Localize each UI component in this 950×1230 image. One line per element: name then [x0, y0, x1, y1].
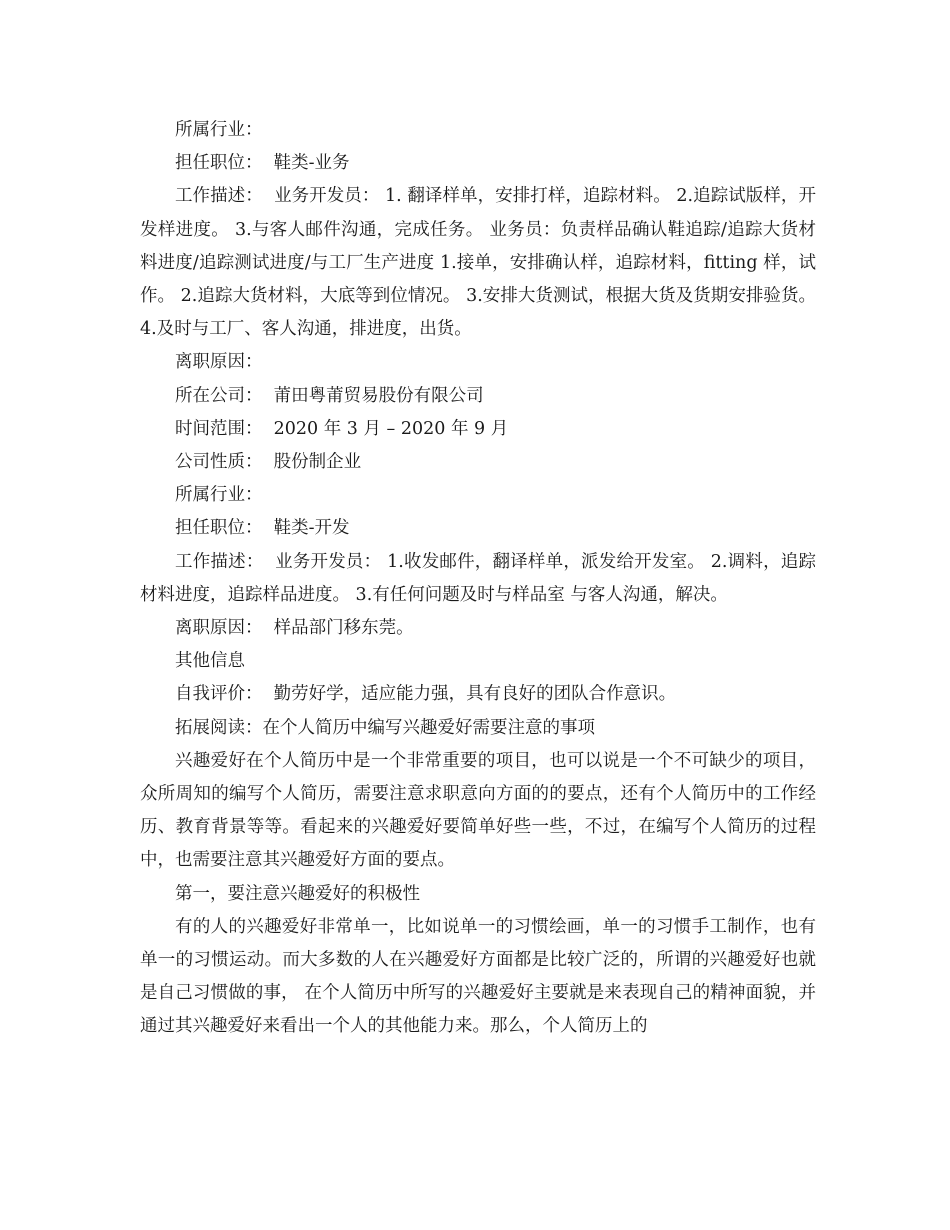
section-heading-extended-reading: 拓展阅读：在个人简历中编写兴趣爱好需要注意的事项 [175, 717, 595, 738]
field-label: 离职原因： [175, 618, 263, 639]
field-label: 自我评价： [175, 684, 263, 705]
field-label: 时间范围： [175, 418, 263, 439]
field-label: 离职原因： [175, 352, 263, 373]
paragraph-self-evaluation [140, 678, 816, 711]
body-paragraph-intro: 兴趣爱好在个人简历中是一个非常重要的项目，也可以说是一个不可缺少的项目，众所周知的编写个人简历，需要注意求职意向方面的的要点，还有个人简历中的工作经历、教育背景等等。看起来的兴趣爱好要简单好些一些，不过，在编写个人简历的过程中，也需要注意其兴趣爱好方面的要点。 [140, 750, 816, 871]
field-value: 业务开发员： 1.收发邮件，翻译样单，派发给开发室。 2.调料，追踪材料进度，追踪样品进度。 3.有任何问题及时与样品室 与客人沟通，解决。 [140, 551, 816, 605]
paragraph-leaving-reason-1 [140, 346, 816, 379]
field-value: 2020 年 3 月 – 2020 年 9 月 [273, 418, 509, 439]
field-label: 公司性质： [175, 452, 263, 473]
paragraph-job-description-1 [140, 180, 816, 346]
paragraph-industry-1 [140, 114, 816, 147]
paragraph-leaving-reason-2 [140, 612, 816, 645]
field-value: 鞋类-开发 [273, 518, 350, 539]
field-value: 鞋类-业务 [273, 153, 350, 174]
field-value: 莆田粤莆贸易股份有限公司 [273, 385, 484, 406]
subheading-point-one: 第一，要注意兴趣爱好的积极性 [175, 883, 420, 904]
field-value: 股份制企业 [273, 452, 362, 473]
paragraph-industry-2 [140, 479, 816, 512]
field-label: 工作描述： [175, 551, 264, 572]
paragraph-time-range [140, 413, 816, 446]
field-label: 担任职位： [175, 153, 263, 174]
field-value: 勤劳好学，适应能力强，具有良好的团队合作意识。 [273, 684, 677, 705]
paragraph-company [140, 380, 816, 413]
body-paragraph-point-one: 有的人的兴趣爱好非常单一，比如说单一的习惯绘画，单一的习惯手工制作，也有单一的习惯运动。而大多数的人在兴趣爱好方面都是比较广泛的，所谓的兴趣爱好也就是自己习惯做的事， 在个人简历中所写的兴趣爱好主要就是来表现自己的精神面貌，并通过其兴趣爱好来看出一个人的其他能力来。那么，个人简历上的 [140, 916, 816, 1037]
paragraph-job-description-2 [140, 546, 816, 612]
field-label: 担任职位： [175, 518, 263, 539]
paragraph-company-type [140, 446, 816, 479]
field-label: 所属行业： [175, 485, 263, 506]
section-heading-other-info: 其他信息 [175, 651, 245, 672]
document-body [140, 114, 816, 1044]
field-label: 工作描述： [175, 186, 263, 207]
field-value: 业务开发员： 1. 翻译样单，安排打样，追踪材料。 2.追踪试版样，开发样进度。 3.与客人邮件沟通，完成任务。 业务员：负责样品确认鞋追踪/追踪大货材料进度/追踪测试进度/与工厂生产进度 1.接单，安排确认样，追踪材料，fitting 样，试作。 2.追踪大货材料，大底等到位情况。 3.安排大货测试，根据大货及货期安排验货。 4.及时与工厂、客人沟通，排进度，出货。 [140, 186, 816, 340]
paragraph-position-1 [140, 147, 816, 180]
paragraph-position-2 [140, 512, 816, 545]
field-value: 样品部门移东莞。 [273, 618, 414, 639]
field-label: 所在公司： [175, 385, 263, 406]
field-label: 所属行业： [175, 120, 263, 140]
